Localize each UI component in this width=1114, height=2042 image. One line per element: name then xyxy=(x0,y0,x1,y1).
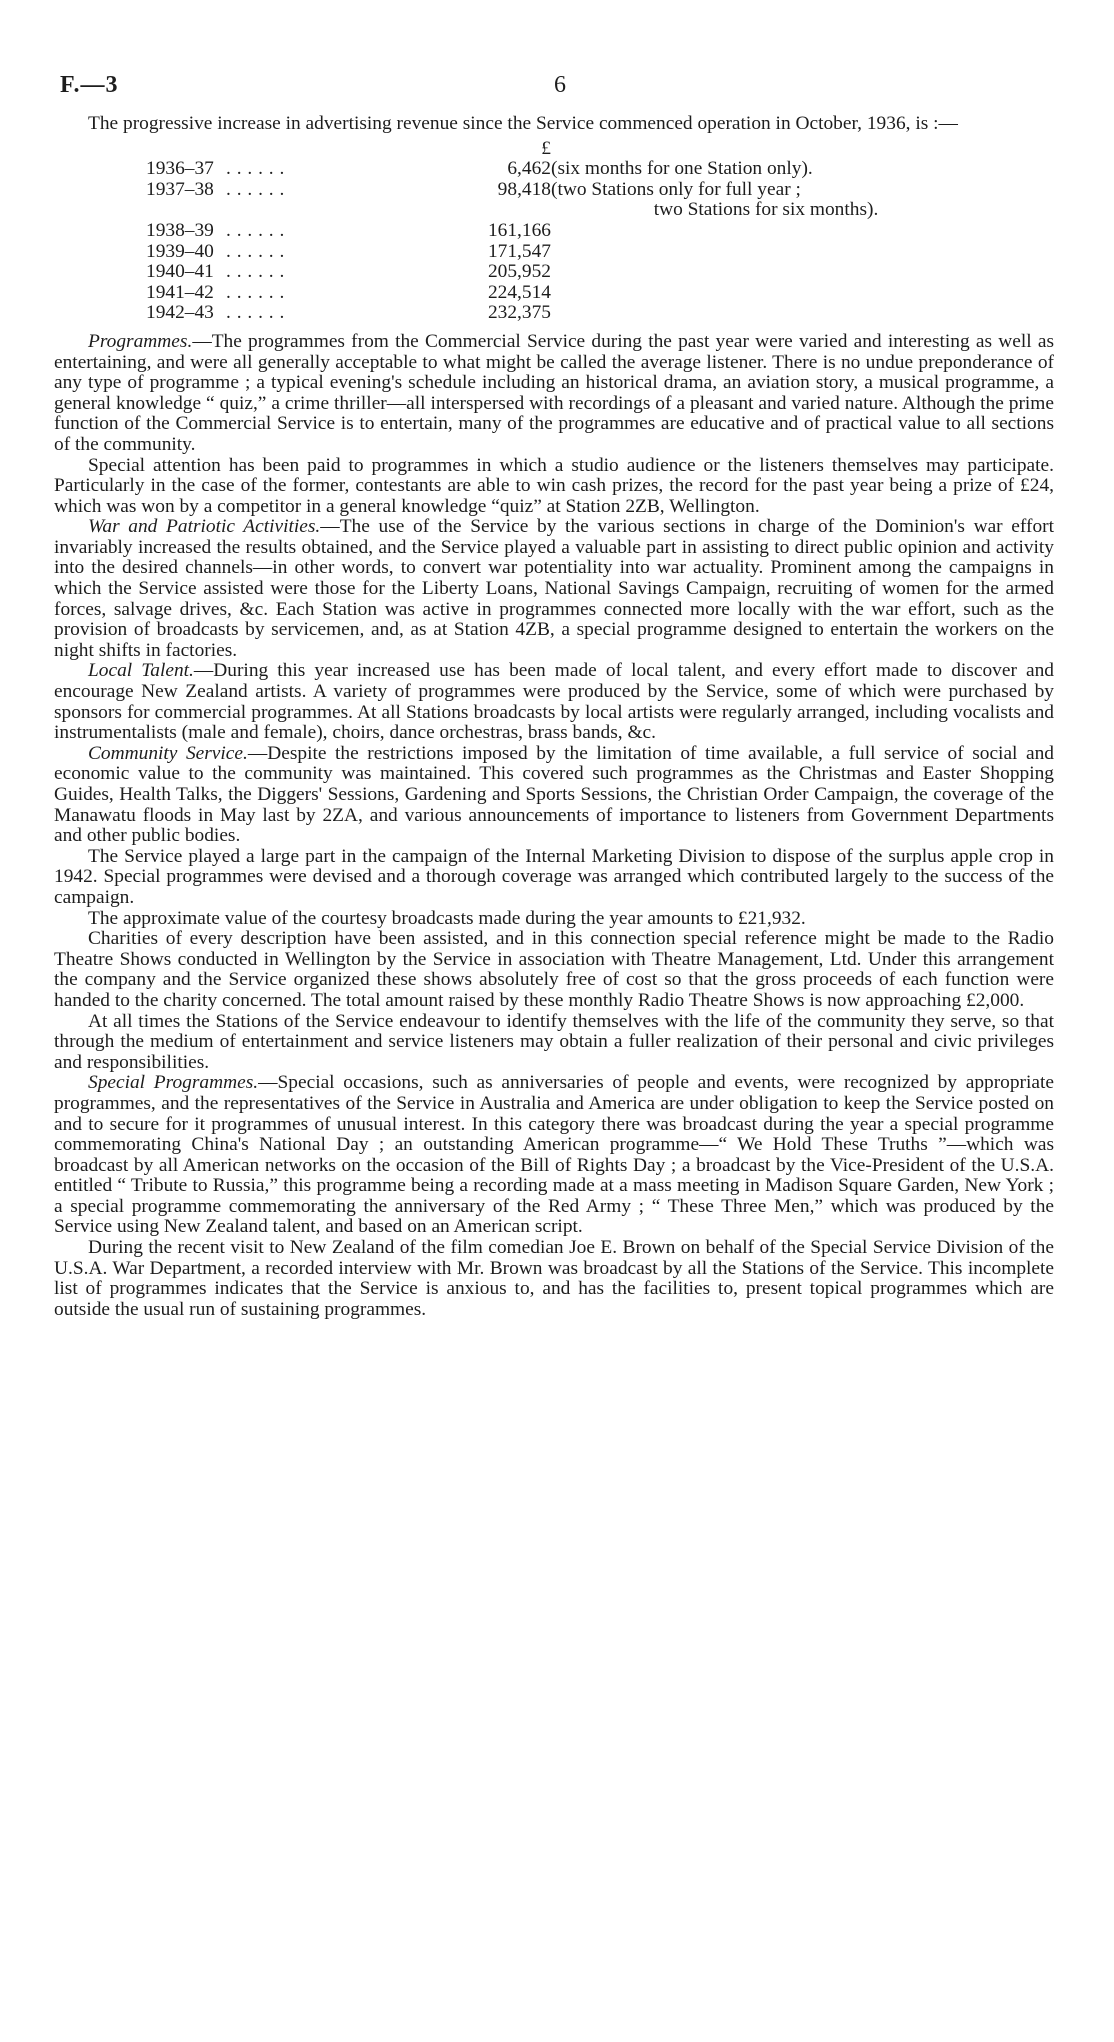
revenue-year: 1941–42 xyxy=(146,281,214,303)
paragraph-text: Charities of every description have been assisted, and in this connection special reference might be made to the Radio Theatre Shows conducted in Wellington by the Service in association with Theatre Management, Ltd. Under this arrangement the company and the Service organized these shows absolutely free of cost so that the gross proceeds of each function were handed to the charity concerned. The total amount raised by these monthly Radio Theatre Shows is now approaching £2,000. xyxy=(54,928,1054,1011)
section-heading: Community Service. xyxy=(88,742,248,764)
paragraph-text: —The programmes from the Commercial Service during the past year were varied and interesting as well as entertaining, and were all generally acceptable to what might be called the average listener. There is no undue preponderance of any type of programme ; a typical evening's schedule including an historical drama, an aviation story, a musical programme, a general knowledge “ quiz,” a crime thriller—all interspersed with recordings of a pleasant and varied nature. Although the prime function of the Commercial Service is to entertain, many of the programmes are educative and of practical value to all sections of the community. xyxy=(54,330,1054,455)
revenue-year: 1937–38 xyxy=(146,178,214,200)
revenue-amount: 224,514 xyxy=(487,281,551,303)
paragraph-war-activities xyxy=(54,517,1054,661)
currency-symbol: £ xyxy=(541,137,551,159)
paragraph-studio-audience xyxy=(54,456,1054,518)
intro-paragraph: The progressive increase in advertising revenue since the Service commenced operation in October, 1936, is :— xyxy=(88,113,958,134)
paragraph-text: —Special occasions, such as anniversaries of people and events, were recognized by appropriate programmes, and the representatives of the Service in Australia and America are under obligation to keep the Service posted on and to secure for it programmes of unusual interest. In this category there was broadcast during the year a special programme commemorating China's National Day ; an outstanding American programme—“ We Hold These Truths ”—which was broadcast by all American networks on the occasion of the Bill of Rights Day ; a broadcast by the Vice-President of the U.S.A. entitled “ Tribute to Russia,” this programme being a recording made at a mass meeting in Madison Square Garden, New York ; a special programme commemorating the anniversary of the Red Army ; “ These Three Men,” which was produced by the Service using New Zealand talent, and based on an American script. xyxy=(54,1072,1055,1238)
revenue-header-row xyxy=(146,139,981,160)
revenue-year: 1936–37 xyxy=(146,158,214,180)
page-reference: F.—3 xyxy=(60,72,119,98)
revenue-amount: 6,462 xyxy=(507,158,551,180)
paragraph-community-service xyxy=(54,744,1054,847)
revenue-year: 1940–41 xyxy=(146,261,214,283)
paragraph-text: The approximate value of the courtesy broadcasts made during the year amounts to £21,932. xyxy=(88,907,806,929)
revenue-amount: 171,547 xyxy=(487,240,551,262)
revenue-row xyxy=(146,262,981,283)
paragraph-programmes xyxy=(54,332,1054,456)
revenue-row xyxy=(146,303,981,324)
revenue-row xyxy=(146,159,981,180)
paragraph-charities xyxy=(54,929,1054,1011)
revenue-amount: 98,418 xyxy=(497,178,551,200)
section-heading: Special Programmes. xyxy=(88,1072,259,1094)
paragraph-joe-brown xyxy=(54,1238,1054,1320)
revenue-amount: 161,166 xyxy=(487,219,551,241)
leader-dots: . . . . . . xyxy=(226,158,285,180)
revenue-note: (six months for one Station only). xyxy=(551,158,813,180)
paragraph-text: At all times the Stations of the Service endeavour to identify themselves with the life of the community they serve, so that through the medium of entertainment and service listeners may obtain a fuller realization of their personal and civic privileges and responsibilities. xyxy=(54,1010,1054,1073)
leader-dots: . . . . . . xyxy=(226,178,285,200)
document-page xyxy=(54,72,1054,1320)
paragraph-special-programmes xyxy=(54,1073,1054,1238)
paragraph-text: —Despite the restrictions imposed by the limitation of time available, a full service of social and economic value to the community was maintained. This covered such programmes as the Christmas and Easter Shopping Guides, Health Talks, the Diggers' Sessions, Gardening and Sports Sessions, the Christian Order Campaign, the coverage of the Manawatu floods in May last by 2ZA, and various announcements of importance to listeners from Government Departments and other public bodies. xyxy=(54,742,1054,847)
leader-dots: . . . . . . xyxy=(226,302,285,324)
leader-dots: . . . . . . xyxy=(226,281,285,303)
revenue-row xyxy=(146,180,981,221)
paragraph-text: During the recent visit to New Zealand of the film comedian Joe E. Brown on behalf of the Special Service Division of the U.S.A. War Department, a recorded interview with Mr. Brown was broadcast by all the Stations of the Service. This incomplete list of programmes indicates that the Service is anxious to, and has the facilities to, present topical programmes which are outside the usual run of sustaining programmes. xyxy=(54,1237,1054,1320)
leader-dots: . . . . . . xyxy=(226,219,285,241)
paragraph-text: Special attention has been paid to programmes in which a studio audience or the listeners themselves may participate. Particularly in the case of the former, contestants are able to win cash prizes, the record for the past year being a prize of £24, which was won by a competitor in a general knowledge “quiz” at Station 2ZB, Wellington. xyxy=(54,454,1054,517)
leader-dots: . . . . . . xyxy=(226,261,285,283)
revenue-row xyxy=(146,283,981,304)
section-heading: War and Patriotic Activities. xyxy=(88,516,321,538)
paragraph-text: —During this year increased use has been made of local talent, and every effort made to discover and encourage New Zealand artists. A variety of programmes were produced by the Service, some of which were purchased by sponsors for commercial programmes. At all Stations broadcasts by local artists were regularly arranged, including vocalists and instrumentalists (male and female), choirs, dance orchestras, brass bands, &c. xyxy=(54,660,1054,744)
page-number: 6 xyxy=(554,72,566,98)
revenue-table xyxy=(146,139,981,324)
page-header xyxy=(54,72,1054,112)
revenue-row xyxy=(146,242,981,263)
paragraph-apple-campaign xyxy=(54,847,1054,909)
revenue-year: 1938–39 xyxy=(146,219,214,241)
revenue-amount: 205,952 xyxy=(487,261,551,283)
revenue-year: 1939–40 xyxy=(146,240,214,262)
revenue-year: 1942–43 xyxy=(146,302,214,324)
paragraph-local-talent xyxy=(54,661,1054,743)
revenue-note-line-1: (two Stations only for full year ; xyxy=(551,178,801,200)
revenue-note-line-2: two Stations for six months). xyxy=(653,199,879,221)
paragraph-text: —The use of the Service by the various sections in charge of the Dominion's war effort invariably increased the results obtained, and the Service played a valuable part in assisting to direct public opinion and activity into the desired channels—in other words, to convert war potentiality into war actuality. Prominent among the campaigns in which the Service assisted were those for the Liberty Loans, National Savings Campaign, recruiting of women for the armed forces, salvage drives, &c. Each Station was active in programmes connected more locally with the war effort, such as the provision of broadcasts by servicemen, and, as at Station 4ZB, a special programme designed to entertain the workers on the night shifts in factories. xyxy=(54,516,1055,661)
paragraph-text: The Service played a large part in the campaign of the Internal Marketing Division to dispose of the surplus apple crop in 1942. Special programmes were devised and a thorough coverage was arranged which contributed largely to the success of the campaign. xyxy=(54,845,1054,908)
paragraph-courtesy-broadcasts xyxy=(54,909,1054,930)
section-heading: Programmes. xyxy=(88,330,193,352)
revenue-note xyxy=(551,180,981,221)
section-heading: Local Talent. xyxy=(88,660,194,682)
leader-dots: . . . . . . xyxy=(226,240,285,262)
revenue-row xyxy=(146,221,981,242)
paragraph-community-identity xyxy=(54,1012,1054,1074)
revenue-amount: 232,375 xyxy=(487,302,551,324)
